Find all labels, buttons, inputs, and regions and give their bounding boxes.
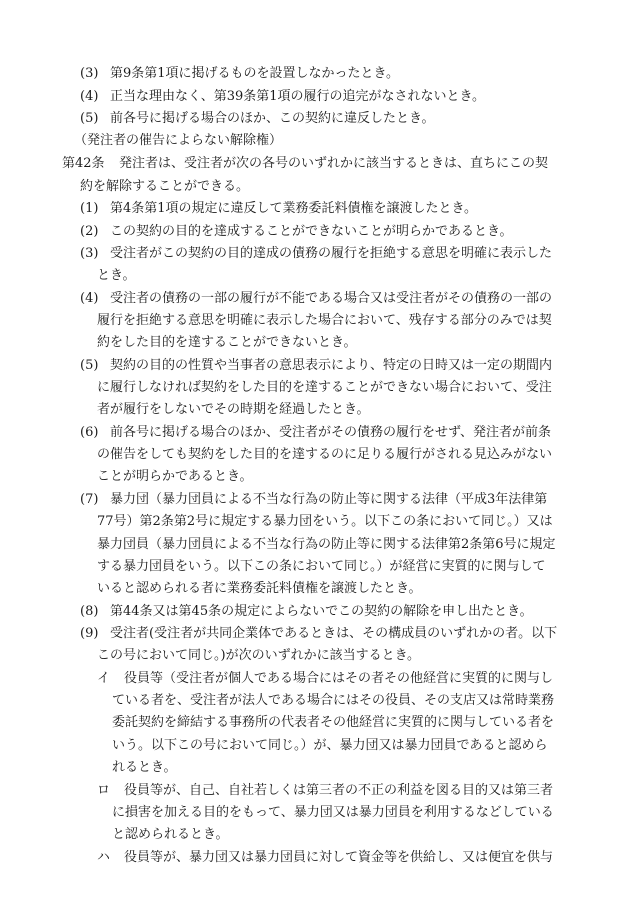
- item-text: 履行を拒絶する意思を明確に表示した場合において、残存する部分のみでは契: [97, 313, 552, 328]
- subitem-text: と認められるとき。: [112, 827, 229, 842]
- item-text: 正当な理由なく、第39条第1項の履行の追完がなされないとき。: [110, 89, 486, 104]
- subitem-text: ている者を、受注者が法人である場合にはその役員、その支店又は常時業務: [112, 693, 555, 708]
- subitem-marker: ハ: [97, 850, 111, 865]
- subitem-text: 役員等が、暴力団又は暴力団員に対して資金等を供給し、又は便宜を供与: [124, 850, 554, 865]
- item-text: する暴力団員をいう。以下この条において同じ。）が経営に実質的に関与して: [97, 559, 546, 574]
- item-text: 77号）第2条第2号に規定する暴力団をいう。以下この条において同じ。）又は: [97, 514, 553, 529]
- item-number: (8): [80, 604, 99, 619]
- item-text: この号において同じ。)が次のいずれかに該当するとき。: [97, 648, 421, 663]
- item-number: (6): [80, 425, 99, 440]
- subitem-text: 役員等が、自己、自社若しくは第三者の不正の利益を図る目的又は第三者: [124, 783, 554, 798]
- item-text: 前各号に掲げる場合のほか、受注者がその債務の履行をせず、発注者が前条: [110, 425, 551, 440]
- item-number: (3): [80, 66, 99, 81]
- subitem-text: いう。以下この号において同じ。）が、暴力団又は暴力団員であると認めら: [112, 738, 548, 753]
- item-number: (4): [80, 89, 99, 104]
- subitem-text: れるとき。: [112, 760, 177, 775]
- item-text: とき。: [97, 268, 136, 283]
- item-text: 受注者の債務の一部の履行が不能である場合又は受注者がその債務の一部の: [110, 291, 553, 306]
- item-number: (9): [80, 626, 99, 641]
- item-number: (3): [80, 246, 99, 261]
- item-text: の催告をしても契約をした目的を達するのに足りる履行がされる見込みがない: [97, 447, 553, 462]
- item-text: 受注者(受注者が共同企業体であるときは、その構成員のいずれかの者。以下: [110, 626, 558, 641]
- item-text: この契約の目的を達成することができないことが明らかであるとき。: [110, 224, 513, 239]
- item-number: (7): [80, 492, 99, 507]
- item-text: 約をした目的を達することができないとき。: [97, 335, 357, 350]
- item-text: 第4条第1項の規定に違反して業務委託料債権を譲渡したとき。: [110, 201, 478, 216]
- item-number: (2): [80, 224, 99, 239]
- item-text: 者が履行をしないでその時期を経過したとき。: [97, 402, 370, 417]
- subitem-text: に損害を加える目的をもって、暴力団又は暴力団員を利用するなどしている: [112, 805, 554, 820]
- item-number: (5): [80, 358, 99, 373]
- subitem-marker: イ: [97, 671, 111, 686]
- subitem-text: 役員等（受注者が個人である場合にはその者その他経営に実質的に関与し: [124, 671, 554, 686]
- article-text: 約を解除することができる。: [80, 179, 250, 194]
- article-label: 第42条: [62, 156, 105, 171]
- subitem-marker: ロ: [97, 783, 111, 798]
- article-text: 発注者は、受注者が次の各号のいずれかに該当するときは、直ちにこの契: [119, 156, 549, 171]
- item-text: に履行しなければ契約をした目的を達することができない場合において、受注: [97, 380, 552, 395]
- item-text: 第9条第1項に掲げるものを設置しなかったとき。: [110, 66, 400, 81]
- subitem-text: 委託契約を締結する事務所の代表者その他経営に実質的に関与している者を: [112, 715, 555, 730]
- item-text: いると認められる者に業務委託料債権を譲渡したとき。: [97, 581, 422, 596]
- item-text: 暴力団員（暴力団員による不当な行為の防止等に関する法律第2条第6号に規定: [97, 537, 556, 552]
- item-text: 受注者がこの契約の目的達成の債務の履行を拒絶する意思を明確に表示した: [110, 246, 553, 261]
- item-text: ことが明らかであるとき。: [97, 469, 253, 484]
- item-text: 前各号に掲げる場合のほか、この契約に違反したとき。: [110, 111, 435, 126]
- item-text: 暴力団（暴力団員による不当な行為の防止等に関する法律（平成3年法律第: [110, 492, 548, 507]
- article-heading: （発注者の催告によらない解除権）: [74, 133, 283, 148]
- item-number: (1): [80, 201, 99, 216]
- item-text: 第44条又は第45条の規定によらないでこの契約の解除を申し出たとき。: [110, 604, 533, 619]
- item-number: (5): [80, 111, 99, 126]
- item-number: (4): [80, 291, 99, 306]
- item-text: 契約の目的の性質や当事者の意思表示により、特定の日時又は一定の期間内: [110, 358, 553, 373]
